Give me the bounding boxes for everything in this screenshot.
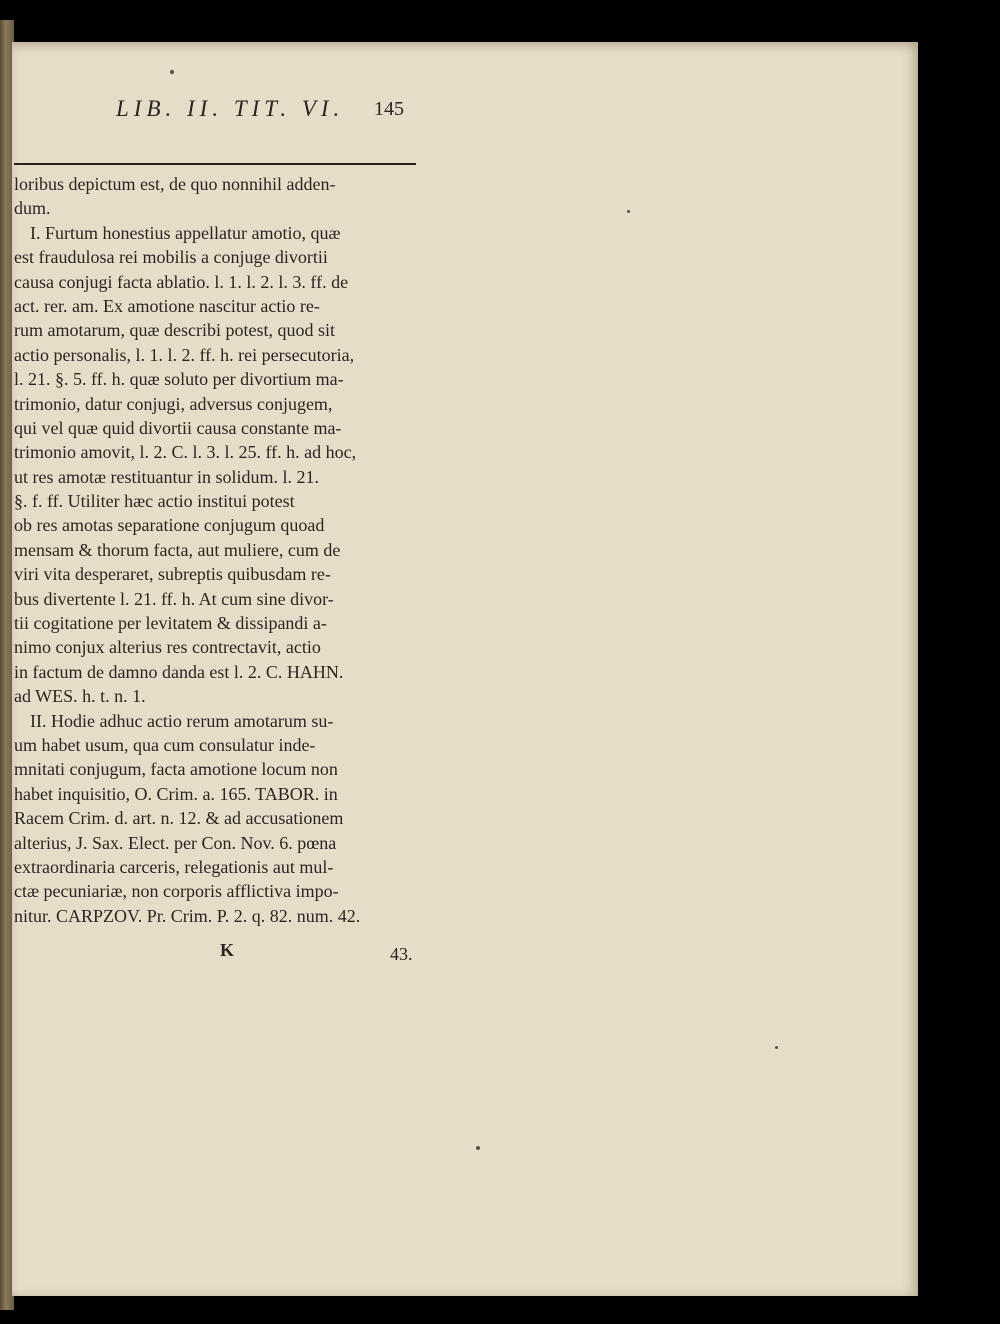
page-number: 145	[374, 98, 404, 120]
body-text	[14, 172, 414, 928]
text-line: §. f. ff. Utiliter hæc actio institui potest	[14, 491, 295, 512]
text-line: loribus depictum est, de quo nonnihil adden-	[14, 174, 336, 194]
text-line: mensam & thorum facta, aut muliere, cum de	[14, 539, 341, 560]
signature-mark: K	[220, 940, 235, 960]
page-header	[108, 90, 408, 126]
page-footer	[14, 940, 414, 966]
text-line: mnitati conjugum, facta amotione locum non	[14, 759, 338, 780]
paragraph-start-line: II. Hodie adhuc actio rerum amotarum su-	[30, 710, 334, 731]
text-line: in factum de damno danda est l. 2. C. HAHN.	[14, 661, 344, 682]
text-line: tii cogitatione per levitatem & dissipandi a-	[14, 613, 327, 634]
catchword: 43.	[390, 944, 413, 964]
paper-speck	[170, 70, 174, 74]
text-line: nitur. CARPZOV. Pr. Crim. P. 2. q. 82. num. 42.	[14, 905, 361, 926]
running-title: LIB. II. TIT. VI.	[116, 96, 345, 121]
text-line: trimonio, datur conjugi, adversus conjugem,	[14, 393, 333, 414]
text-line: qui vel quæ quid divortii causa constante ma-	[14, 417, 342, 438]
text-line: ob res amotas separatione conjugum quoad	[14, 515, 325, 536]
text-line: rum amotarum, quæ describi potest, quod sit	[14, 320, 335, 341]
text-line: dum.	[14, 198, 51, 219]
text-line: habet inquisitio, O. Crim. a. 165. TABOR. in	[14, 783, 338, 804]
text-line: actio personalis, l. 1. l. 2. ff. h. rei persecutoria,	[14, 344, 355, 365]
text-line: ad WES. h. t. n. 1.	[14, 686, 146, 707]
text-line: l. 21. §. 5. ff. h. quæ soluto per divortium ma-	[14, 369, 344, 390]
text-line: extraordinaria carceris, relegationis aut mul-	[14, 856, 334, 877]
header-rule	[14, 163, 416, 165]
text-line: alterius, J. Sax. Elect. per Con. Nov. 6. pœna	[14, 832, 337, 853]
paper-speck	[476, 1146, 480, 1150]
paper-speck	[627, 210, 630, 213]
text-line: ut res amotæ restituantur in solidum. l. 21.	[14, 466, 319, 487]
text-line: um habet usum, qua cum consulatur inde-	[14, 734, 316, 755]
text-line: bus divertente l. 21. ff. h. At cum sine divor-	[14, 588, 334, 609]
paragraph-start-line: I. Furtum honestius appellatur amotio, quæ	[30, 222, 341, 243]
text-line: ctæ pecuniariæ, non corporis afflictiva impo-	[14, 881, 339, 902]
text-line: viri vita desperaret, subreptis quibusdam re-	[14, 564, 331, 585]
text-line: causa conjugi facta ablatio. l. 1. l. 2. l. 3. ff. de	[14, 271, 349, 292]
text-line: nimo conjux alterius res contrectavit, actio	[14, 637, 321, 658]
text-line: trimonio amovit, l. 2. C. l. 3. l. 25. ff. h. ad hoc,	[14, 442, 357, 463]
text-line: act. rer. am. Ex amotione nascitur actio re-	[14, 295, 320, 316]
text-line: Racem Crim. d. art. n. 12. & ad accusationem	[14, 808, 344, 829]
paper-speck	[775, 1046, 778, 1049]
text-line: est fraudulosa rei mobilis a conjuge divortii	[14, 247, 328, 268]
